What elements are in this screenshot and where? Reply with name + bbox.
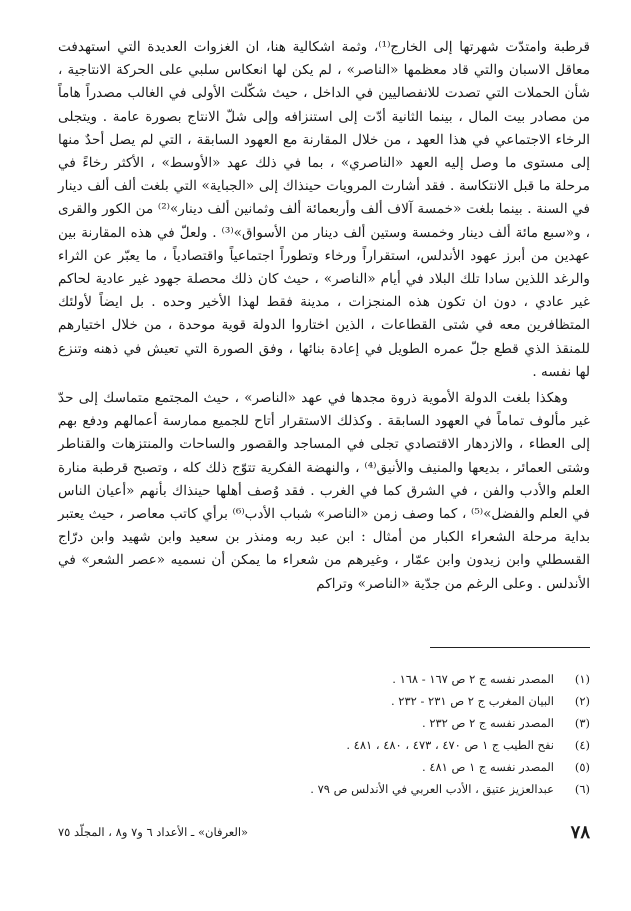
journal-citation: «العرفان» ـ الأعداد ٦ و٧ و٨ ، المجلّد ٧٥ bbox=[58, 825, 249, 839]
footnote-number: (٣) bbox=[574, 716, 590, 730]
footnote-text: المصدر نفسه ج ٢ ص ١٦٧ - ١٦٨ . bbox=[392, 672, 554, 686]
footnote bbox=[150, 690, 590, 712]
body-text bbox=[58, 36, 590, 596]
footnote-separator bbox=[430, 647, 590, 648]
footnote-number: (١) bbox=[574, 672, 590, 686]
footnote-text: المصدر نفسه ج ١ ص ٤٨١ . bbox=[422, 760, 554, 774]
footnote-text: البيان المغرب ج ٢ ص ٢٣١ - ٢٣٢ . bbox=[390, 694, 554, 708]
page-footer bbox=[58, 820, 590, 844]
footnote-text: نفح الطيب ج ١ ص ٤٧٠ ، ٤٧٣ ، ٤٨٠ ، ٤٨١ . bbox=[346, 738, 554, 752]
paragraph-2: وهكذا بلغت الدولة الأموية ذروة مجدها في عهد «الناصر» ، حيث المجتمع متماسك إلى حدّ غير مألوف تماماً في العهود السابقة . وكذلك الاستقرار أتاح للجميع ممارسة أعمالهم ودفع بهم إلى العطاء ، والازدهار الاقتصادي تجلى في المساجد والقصور والساحات والمنتزهات والقناطر وشتى العمائر ، بديعها والمنيف والأنيق⁽⁴⁾ ، والنهضة الفكرية تتوّج ذلك كله ، وتصبح قرطبة منارة العلم والأدب والفن ، في الشرق كما في الغرب . فقد وُصف أهلها حينذاك بأنهم «أعيان الناس في العلم والفضل»⁽⁵⁾ ، كما وصف زمن «الناصر» شباب الأدب⁽⁶⁾ برأي كاتب معاصر ، حيث يعتبر بداية مرحلة الشعراء الكبار من أمثال : ابن عبد ربه ومنذر بن سعيد وابن شهيد وابن درّاج القسطلي وابن زيدون وابن عمّار ، وغيرهم من شعراء ما يمكن أن نسميه «عصر الشعر» في الأندلس . وعلى الرغم من جدّية «الناصر» وتراكم bbox=[58, 390, 590, 592]
footnote bbox=[150, 756, 590, 778]
footnote bbox=[150, 778, 590, 800]
footnote-text: المصدر نفسه ج ٢ ص ٢٣٢ . bbox=[422, 716, 554, 730]
footnote-number: (٥) bbox=[574, 760, 590, 774]
page-number: ٧٨ bbox=[570, 821, 590, 843]
footnote bbox=[150, 668, 590, 690]
footnote bbox=[150, 734, 590, 756]
footnote-number: (٢) bbox=[574, 694, 590, 708]
footnote-number: (٦) bbox=[574, 782, 590, 796]
footnotes bbox=[150, 668, 590, 800]
footnote bbox=[150, 712, 590, 734]
footnote-text: عبدالعزيز عتيق ، الأدب العربي في الأندلس ص ٧٩ . bbox=[310, 782, 554, 796]
footnote-number: (٤) bbox=[574, 738, 590, 752]
paragraph-1: قرطبة وامتدّت شهرتها إلى الخارج⁽¹⁾، وثمة اشكالية هنا، ان الغزوات العديدة التي استهدفت معاقل الاسبان والتي قاد معظمها «الناصر» ، لم يكن لها انعكاس سلبي على الحركة الانتاجية ، شأن الحملات التي تصدت للانفصاليين في الداخل ، حيث شكّلت الأولى في الغالب مصدراً هاماً من مصادر بيت المال ، بينما الثانية أدّت إلى استنزافه وإلى شلّ الانتاج بصورة عامة . ويتجلى الرخاء الاجتماعي في هذا العهد ، من خلال المقارنة مع العهود السابقة ، التي لم يصل أحدٌ منها إلى مستوى ما وصل إليه العهد «الناصري» ، بما في ذلك عهد «الأوسط» ، الأكثر رخاءً في مرحلة ما قبل الانتكاسة . فقد أشارت المرويات حينذاك إلى «الجباية» التي بلغت ألف ألف دينار في السنة . بينما بلغت «خمسة آلاف ألف وأربعمائة ألف وثمانين ألف دينار»⁽²⁾ من الكور والقرى ، و«سبع مائة ألف دينار وخمسة وستين ألف دينار من الأسواق»⁽³⁾ . ولعلّ في هذه المقارنة بين عهدين من أبرز عهود الأندلس، استقراراً ورخاء وتطوراً اجتماعياً واقتصادياً ، ما يعبّر عن الثراء والرغد اللذين سادا تلك البلاد في أيام «الناصر» ، حيث كان ذلك محصلة جهود غير عادية لحاكم غير عادي ، دون ان تكون هذه المنجزات ، مدينة فقط لهذا الأخير وحده . بل ايضاً لأولئك المتظافرين معه في شتى القطاعات ، الذين اختاروا الدولة قوية موحدة ، من خلال اختيارهم للمنقذ الذي قطع جلّ عمره الطويل في إعادة بنائها ، وفق الصورة التي تعيش في ذهنه وتنزع لها نفسه . bbox=[58, 39, 590, 380]
